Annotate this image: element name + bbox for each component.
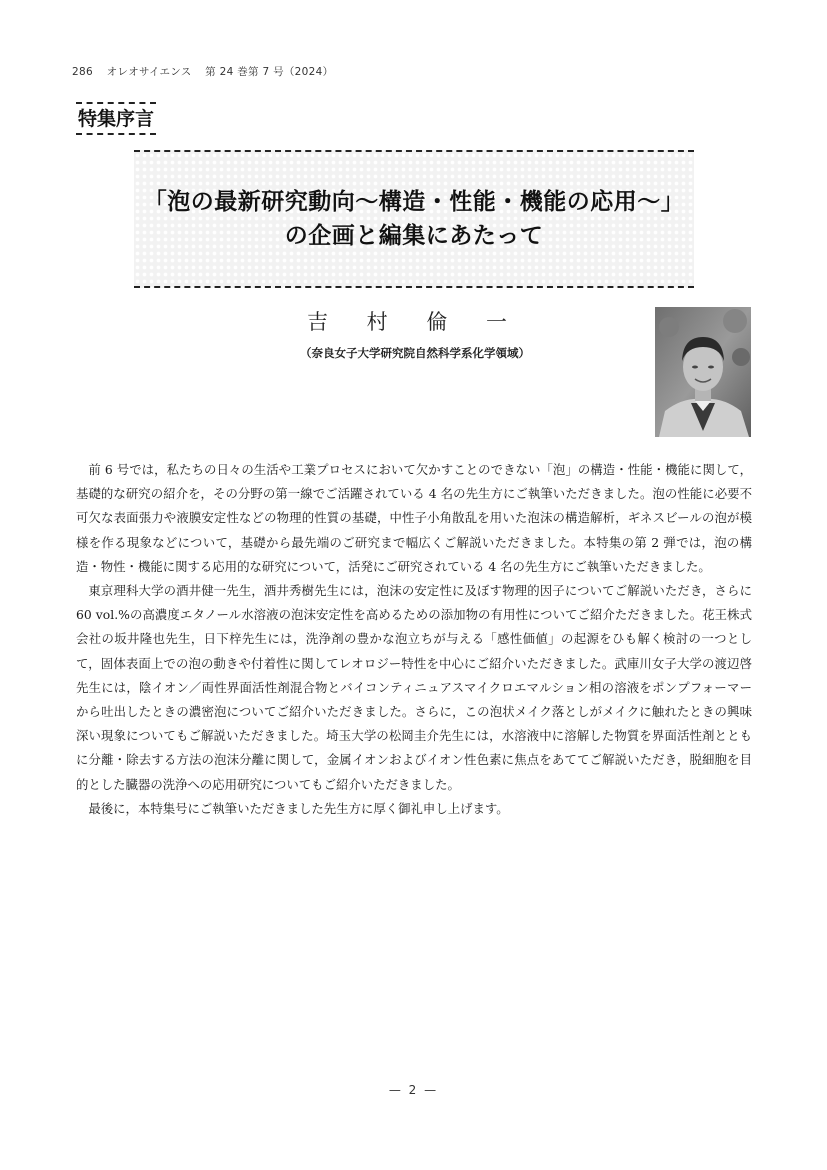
title-line-2: の企画と編集にあたって — [284, 223, 544, 249]
paragraph: 東京理科大学の酒井健一先生，酒井秀樹先生には，泡沫の安定性に及ぼす物理的因子についてご解説いただき，さらに 60 vol.%の高濃度エタノール水溶液の泡沫安定性を高めるための添加物の有用性についてご紹介ただきました。花王株式会社の坂井隆也先生，日下梓先生には，洗浄剤の豊かな泡立ちが与える「感性価値」の起源をひも解く検討の一つとして，固体表面上での泡の動きや付着性に関してレオロジー特性を中心にご紹介いただきました。武庫川女子大学の渡辺啓先生には，陰イオン／両性界面活性剤混合物とバイコンティニュアスマイクロエマルション相の溶液をポンプフォーマーから吐出したときの濃密泡についてご紹介いただきました。さらに，この泡状メイク落としがメイクに触れたときの興味深い現象についてもご解説いただきました。埼玉大学の松岡圭介先生には，水溶液中に溶解した物質を界面活性剤とともに分離・除去する方法の泡沫分離に関して，金属イオンおよびイオン性色素に焦点をあててご解説いただき，脱細胞を目的とした臓器の洗浄への応用研究についてもご紹介いただきました。 — [76, 583, 752, 792]
page-number: 286 — [72, 66, 93, 78]
paragraph: 最後に，本特集号にご執筆いただきました先生方に厚く御礼申し上げます。 — [88, 800, 509, 816]
title-line-1: 「泡の最新研究動向～構造・性能・機能の応用～」 — [143, 189, 685, 215]
paragraph: 前 6 号では，私たちの日々の生活や工業プロセスにおいて欠かすことのできない「泡」の構造・性能・機能に関して，基礎的な研究の紹介を，その分野の第一線でご活躍されている 4 名の先生方にご執筆いただきました。泡の性能に必要不可欠な表面張力や液膜安定性などの物理的性質の基礎，中性子小角散乱を用いた泡沫の構造解析，ギネスビールの泡が模様を作る現象などについて，基礎から最先端のご研究まで幅広くご解説いただきました。本特集の第 2 弾では，泡の構造・物性・機能に関する応用的な研究について，活発にご研究されている 4 名の先生方にご執筆いただきました。 — [76, 462, 752, 574]
article-body — [76, 458, 752, 821]
running-header — [72, 64, 343, 79]
author-name: 吉 村 倫 一 — [306, 310, 524, 334]
volume-issue: 第 24 巻第 7 号（2024） — [205, 66, 334, 78]
title-box — [134, 150, 694, 288]
section-label: 特集序言 — [76, 102, 156, 135]
author-portrait-image — [655, 307, 751, 437]
author-affiliation: （奈良女子大学研究院自然科学系化学領域） — [300, 346, 530, 360]
journal-name: オレオサイエンス — [106, 66, 192, 78]
page-footer: — 2 — — [388, 1083, 439, 1097]
author-photo — [655, 307, 751, 437]
